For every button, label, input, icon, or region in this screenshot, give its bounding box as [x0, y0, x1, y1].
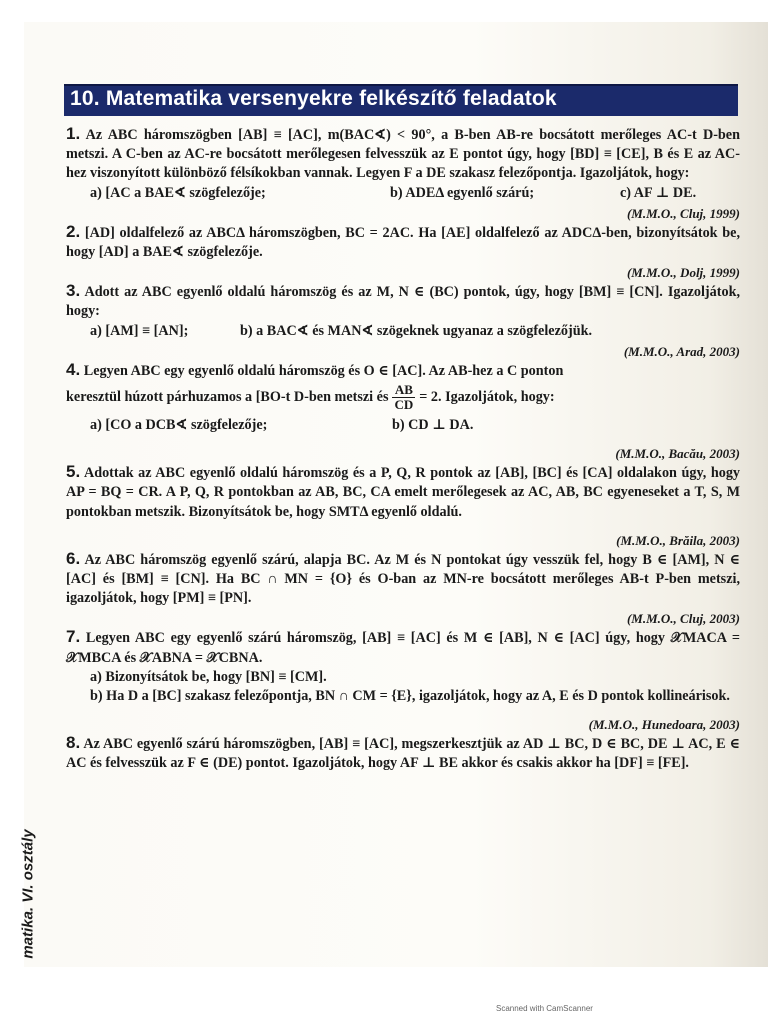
- problems-list: [66, 124, 740, 774]
- problem-7-source: (M.M.O., Hunedoara, 2003): [588, 717, 740, 733]
- problem-number: 2.: [66, 221, 81, 241]
- option-a: a) [AM] ≡ [AN];: [90, 322, 189, 339]
- problem-1-source: (M.M.O., Cluj, 1999): [626, 205, 740, 221]
- spacer: [66, 706, 740, 714]
- problem-text-line-1: Legyen ABC egy egyenlő oldalú háromszög és O ∈ [AC]. Az AB-hez a C ponton: [83, 362, 564, 379]
- option-c: c) AF ⊥ DE.: [620, 184, 697, 201]
- problem-1: [66, 124, 740, 184]
- problem-4-line-2: [66, 383, 740, 412]
- problem-6-source: (M.M.O., Cluj, 2003): [626, 611, 740, 627]
- problem-6: [66, 549, 740, 609]
- scan-watermark: Scanned with CamScanner: [496, 1004, 593, 1013]
- problem-4-options: [66, 416, 740, 435]
- fraction-ab-cd: [392, 383, 415, 412]
- problem-3: [66, 281, 740, 321]
- problem-number: 8.: [66, 733, 81, 753]
- problem-text: Adottak az ABC egyenlő oldalú háromszög és a P, Q, R pontok az [AB], [BC] és [CA] oldalakon úgy, hogy AP = BQ = CR. A P, Q, R pontokban az AB, BC, CA emelt merőlegesek az AC, AB, BC egyeneseket a T, S, M pontokban metszik. Bizonyítsátok be, hogy SMTΔ egyenlő oldalú.: [66, 465, 741, 520]
- problem-number: 7.: [66, 627, 81, 647]
- option-a: a) [CO a DCB∢ szögfelezője;: [90, 417, 268, 434]
- problem-text: Legyen ABC egy egyenlő szárú háromszög, [AB] ≡ [AC] és M ∈ [AB], N ∈ [AC] úgy, hogy 𝒳MACA = 𝒳MBCA és 𝒳ABNA = 𝒳CBNA.: [66, 630, 741, 666]
- problem-5: [66, 462, 740, 522]
- option-b: b) a BAC∢ és MAN∢ szögeknek ugyanaz a szögfelezőjük.: [240, 322, 593, 339]
- problem-4-source: (M.M.O., Bacău, 2003): [615, 446, 740, 462]
- option-a: a) [AC a BAE∢ szögfelezője;: [90, 184, 266, 201]
- problem-number: 3.: [66, 281, 81, 301]
- problem-number: 4.: [66, 359, 81, 379]
- problem-5-source: (M.M.O., Brăila, 2003): [616, 532, 740, 548]
- problem-4: [66, 360, 740, 381]
- problem-7: [66, 627, 740, 667]
- problem-number: 1.: [66, 124, 81, 143]
- problem-7-part-b: b) Ha D a [BC] szakasz felezőpontja, BN ∩ CM = {E}, igazoljátok, hogy az A, E és D pontok kollineárisok.: [90, 688, 730, 705]
- problem-number: 5.: [66, 462, 81, 482]
- chapter-header: [64, 84, 738, 116]
- problem-3-source: (M.M.O., Arad, 2003): [623, 343, 740, 359]
- chapter-title: 10. Matematika versenyekre felkészítő feladatok: [70, 87, 557, 110]
- problem-text-line-3: = 2. Igazoljátok, hogy:: [419, 388, 555, 405]
- option-b: b) CD ⊥ DA.: [392, 417, 474, 434]
- option-b: b) ADEΔ egyenlő szárú;: [390, 184, 535, 201]
- problem-number: 6.: [66, 548, 81, 568]
- problem-text: Az ABC egyenlő szárú háromszögben, [AB] ≡ [AC], megszerkesztjük az AD ⊥ BC, D ∈ BC, DE ⊥ AC, E ∈ AC és felvesszük az F ∈ (DE) pontot. Igazoljátok, hogy AF ⊥ BE akkor és csakis akkor ha [DF] ≡ [FE].: [66, 736, 740, 772]
- problem-2: [66, 222, 740, 262]
- problem-7-part-a: a) Bizonyítsátok be, hogy [BN] ≡ [CM].: [90, 668, 327, 685]
- problem-text-line-2: keresztül húzott párhuzamos a [BO-t D-ben metszi és: [66, 388, 389, 405]
- side-margin-label: [18, 818, 38, 970]
- fraction-numerator: AB: [392, 383, 415, 398]
- spacer: [66, 435, 740, 443]
- problem-text: Az ABC háromszög egyenlő szárú, alapja BC. Az M és N pontokat úgy vesszük fel, hogy B ∈ [AM], N ∈ [AC] és [BM] ≡ [CN]. Ha BC ∩ MN = {O} és O-ban az MN-re bocsátott merőleges AB-t P-ben metszi, igazoljátok, hogy [PM] ≡ [PN].: [66, 551, 740, 607]
- problem-text: Adott az ABC egyenlő oldalú háromszög és az M, N ∈ (BC) pontok, úgy, hogy [BM] ≡ [CN]. Igazoljátok, hogy:: [66, 284, 741, 320]
- problem-2-source: (M.M.O., Dolj, 1999): [626, 265, 740, 281]
- problem-text: [AD] oldalfelező az ABCΔ háromszögben, BC = 2AC. Ha [AE] oldalfelező az ADCΔ-ben, bizonyítsátok be, hogy [AD] a BAE∢ szögfelezője.: [66, 224, 741, 261]
- problem-3-options: [66, 322, 740, 341]
- spacer: [66, 522, 740, 530]
- problem-1-options: [66, 184, 740, 203]
- fraction-denominator: CD: [394, 397, 414, 413]
- problem-8: [66, 733, 740, 773]
- book-side-title: matika. VI. osztály: [19, 829, 37, 959]
- problem-text: Az ABC háromszögben [AB] ≡ [AC], m(BAC∢) < 90°, a B-ben AB-re bocsátott merőleges AC-t D-ben metszi. A C-ben az AC-re bocsátott merőlegesen felvesszük az E pontot úgy, hogy [BD] ≡ [CE], B és E az AC-hez viszonyított különböző félsíkokban vannak. Legyen F a DE szakasz felezőpontja. Igazoljátok, hogy:: [66, 127, 740, 182]
